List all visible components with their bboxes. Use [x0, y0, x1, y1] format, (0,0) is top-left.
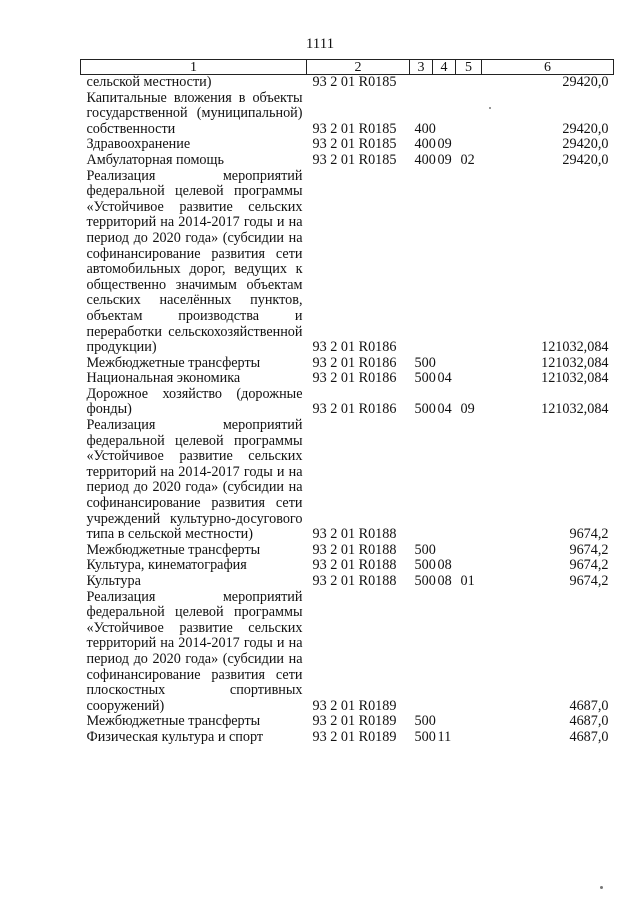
row-target-code: 93 2 01 R0188	[312, 557, 397, 574]
row-expense-type	[410, 418, 433, 543]
row-subsection	[456, 371, 482, 387]
row-amount: 9674,2	[569, 573, 609, 589]
row-section: 09	[437, 136, 452, 153]
row-amount: 29420,0	[562, 120, 609, 137]
row-name: Амбулаторная помощь	[86, 151, 224, 168]
row-name: Культура	[86, 573, 141, 589]
row-name: Межбюджетные трансферты	[86, 713, 261, 730]
row-subsection: 02	[460, 151, 475, 168]
table-row	[81, 371, 614, 387]
row-target-code: 93 2 01 R0186	[312, 339, 397, 356]
row-target-code: 93 2 01 R0185	[312, 151, 397, 168]
row-subsection	[456, 137, 482, 153]
row-name: Капитальные вложения в объекты государственной (муниципальной) собственности	[86, 89, 303, 137]
row-subsection	[456, 91, 482, 138]
row-section: 04	[437, 370, 452, 387]
row-target-code: 93 2 01 R0189	[312, 728, 397, 745]
row-section	[433, 418, 456, 543]
row-name: Национальная экономика	[86, 370, 241, 387]
row-subsection	[456, 714, 482, 730]
table-row	[81, 75, 614, 91]
row-expense-type: 400	[414, 136, 436, 153]
row-amount: 9674,2	[569, 557, 609, 574]
row-target-code: 93 2 01 R0185	[312, 120, 397, 137]
row-amount: 9674,2	[569, 541, 609, 558]
row-name: сельской местности)	[86, 74, 212, 90]
column-header-2: 2	[307, 60, 410, 75]
row-subsection	[456, 75, 482, 91]
row-target-code: 93 2 01 R0185	[312, 74, 397, 90]
row-amount: 121032,084	[541, 339, 609, 356]
row-subsection: 01	[460, 573, 475, 589]
table-body	[81, 75, 614, 746]
row-expense-type: 400	[414, 120, 436, 137]
row-section	[433, 75, 456, 91]
row-section	[433, 91, 456, 138]
row-target-code: 93 2 01 R0185	[312, 136, 397, 153]
row-section: 09	[437, 151, 452, 168]
table-row	[81, 590, 614, 715]
column-header-5: 5	[456, 60, 482, 75]
table-row	[81, 730, 614, 746]
row-section: 08	[437, 557, 452, 574]
row-subsection	[456, 590, 482, 715]
row-section: 08	[437, 573, 452, 589]
row-expense-type: 500	[414, 354, 436, 371]
row-expense-type: 500	[414, 557, 436, 574]
row-expense-type: 500	[414, 370, 436, 387]
row-expense-type	[410, 169, 433, 356]
table-row	[81, 558, 614, 574]
table-row	[81, 169, 614, 356]
row-expense-type	[410, 590, 433, 715]
column-header-3: 3	[410, 60, 433, 75]
table-row	[81, 574, 614, 590]
table-row	[81, 137, 614, 153]
row-target-code: 93 2 01 R0188	[312, 541, 397, 558]
row-name: Реализация мероприятий федеральной целевой программы «Устойчивое развитие сельских территорий на 2014-2017 годы и на период до 2020 года» (субсидии на софинансирование развития сети плоскостных спортивных сооружений)	[86, 588, 303, 714]
page-number: 1111	[305, 36, 335, 52]
table-row	[81, 91, 614, 138]
row-section	[433, 590, 456, 715]
row-section	[433, 714, 456, 730]
row-name: Культура, кинематография	[86, 557, 247, 574]
row-amount: 29420,0	[562, 151, 609, 168]
row-amount: 121032,084	[541, 370, 609, 387]
row-amount: 9674,2	[569, 526, 609, 543]
row-amount: 121032,084	[541, 354, 609, 371]
column-header-4: 4	[433, 60, 456, 75]
row-name: Реализация мероприятий федеральной целевой программы «Устойчивое развитие сельских территорий на 2014-2017 годы и на период до 2020 года» (субсидии на софинансирование развития сети учреждений культурно-досугового типа в сельской местности)	[86, 417, 303, 543]
row-amount: 121032,084	[541, 401, 609, 418]
row-name: Здравоохранение	[86, 136, 191, 153]
row-name: Межбюджетные трансферты	[86, 354, 261, 371]
row-subsection	[456, 543, 482, 559]
table-row	[81, 714, 614, 730]
row-name: Реализация мероприятий федеральной целевой программы «Устойчивое развитие сельских территорий на 2014-2017 годы и на период до 2020 года» (субсидии на софинансирование развития сети автомобильных дорог, ведущих к общественно значимым объектам сельских населённых пунктов, объектам производства и переработки сельскохозяйственной продукции)	[86, 167, 303, 356]
scan-speck	[600, 886, 603, 889]
table-row	[81, 543, 614, 559]
row-target-code: 93 2 01 R0188	[312, 526, 397, 543]
row-section: 04	[437, 401, 452, 418]
row-amount: 4687,0	[569, 728, 609, 745]
row-target-code: 93 2 01 R0189	[312, 697, 397, 714]
row-amount: 29420,0	[562, 74, 609, 90]
row-subsection	[456, 169, 482, 356]
row-name: Физическая культура и спорт	[86, 728, 264, 745]
row-name: Межбюджетные трансферты	[86, 541, 261, 558]
row-name: Дорожное хозяйство (дорожные фонды)	[86, 385, 303, 418]
scan-speck	[489, 107, 491, 109]
table-row	[81, 387, 614, 418]
row-section: 11	[437, 728, 452, 745]
header-row	[81, 60, 614, 75]
row-target-code: 93 2 01 R0186	[312, 354, 397, 371]
table-row	[81, 418, 614, 543]
row-section	[433, 543, 456, 559]
row-expense-type: 500	[414, 713, 436, 730]
row-expense-type: 500	[414, 573, 436, 589]
row-subsection	[456, 356, 482, 372]
row-subsection	[456, 730, 482, 746]
row-expense-type: 500	[414, 401, 436, 418]
row-section	[433, 169, 456, 356]
row-amount: 4687,0	[569, 713, 609, 730]
column-header-1: 1	[81, 60, 307, 75]
row-subsection: 09	[460, 401, 475, 418]
row-target-code: 93 2 01 R0186	[312, 370, 397, 387]
row-target-code: 93 2 01 R0188	[312, 573, 397, 589]
row-expense-type: 500	[414, 728, 436, 745]
row-target-code: 93 2 01 R0189	[312, 713, 397, 730]
table-row	[81, 356, 614, 372]
row-amount: 4687,0	[569, 697, 609, 714]
table-header	[81, 60, 614, 75]
table-row	[81, 153, 614, 169]
row-expense-type: 500	[414, 541, 436, 558]
row-amount: 29420,0	[562, 136, 609, 153]
row-target-code: 93 2 01 R0186	[312, 401, 397, 418]
budget-table	[80, 59, 614, 746]
row-expense-type	[410, 75, 433, 91]
column-header-6: 6	[482, 60, 614, 75]
row-expense-type: 400	[414, 151, 436, 168]
row-subsection	[456, 558, 482, 574]
row-section	[433, 356, 456, 372]
row-subsection	[456, 418, 482, 543]
